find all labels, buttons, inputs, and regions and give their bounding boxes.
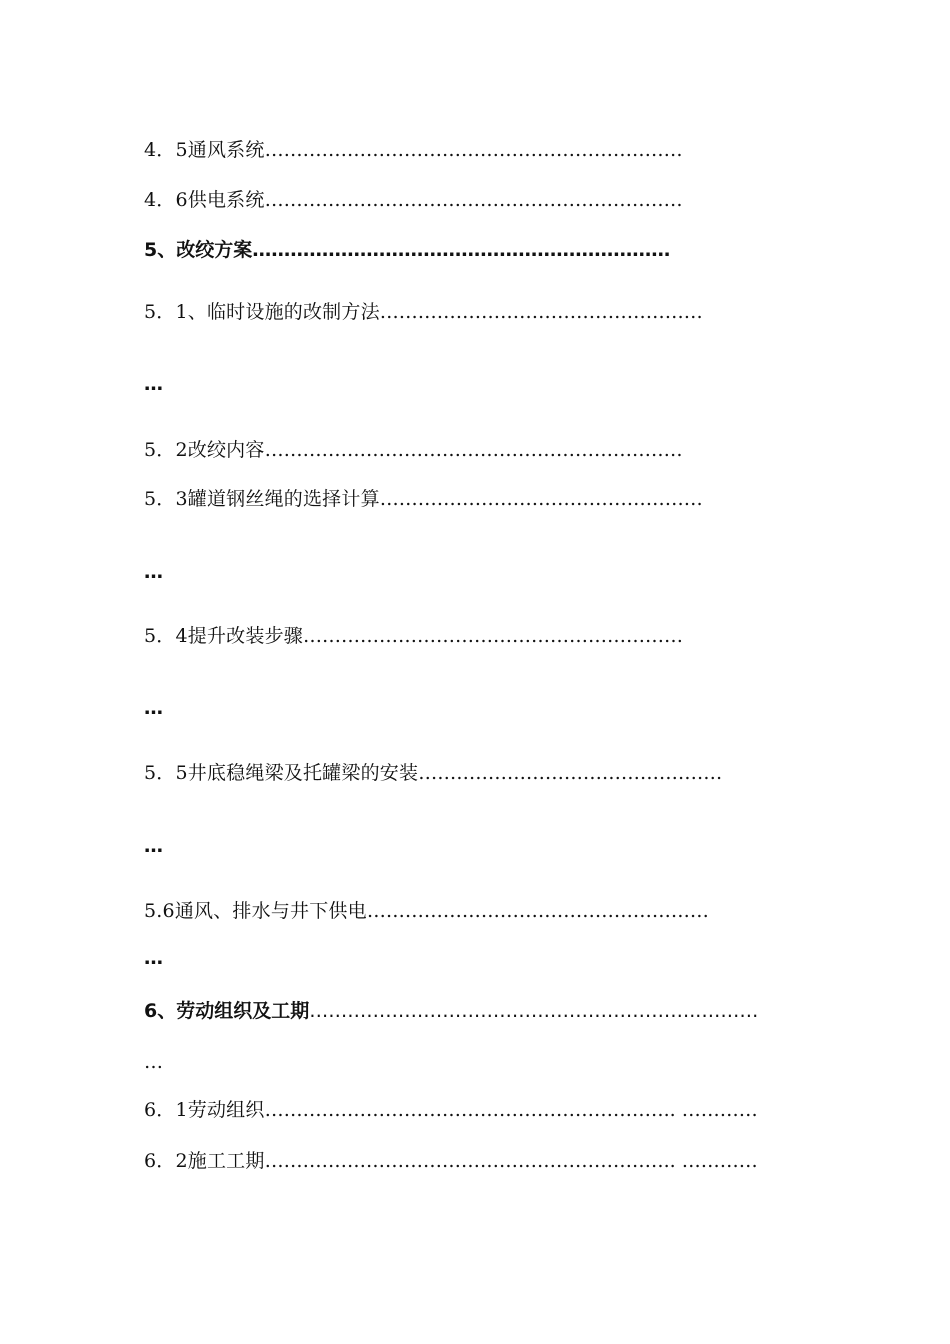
toc-entry-title: 5、改绞方案: [144, 239, 253, 261]
toc-entry-4-6: [144, 188, 683, 212]
toc-entry-title: 5．4提升改装步骤: [144, 625, 303, 647]
toc-leader-dots: …………………………………………………………: [264, 189, 683, 211]
toc-leader-dots: ………………………………………………: [366, 900, 709, 922]
toc-leader-dots: …………………………………………………………: [264, 439, 683, 461]
toc-continuation-dots: …: [144, 697, 163, 719]
toc-leader-dots: …………………………………………………………: [252, 239, 671, 261]
toc-leader-dots: ……………………………………………………: [302, 625, 683, 647]
toc-continuation-dots: …: [144, 1051, 164, 1073]
toc-entry-6: [144, 999, 758, 1023]
toc-entry-5-6: [144, 899, 709, 923]
toc-entry-title: 6．2施工工期: [144, 1150, 265, 1172]
toc-entry-title: 6．1劳动组织: [144, 1099, 265, 1121]
toc-entry-title: 5．5井底稳绳梁及托罐梁的安装: [144, 762, 419, 784]
toc-continuation-dots: …: [144, 947, 163, 969]
toc-leader-dots: ……………………………………………………….. …………: [264, 1099, 758, 1121]
toc-leader-dots: ……………………………………………: [379, 301, 703, 323]
toc-entry-6-1: [144, 1098, 758, 1122]
toc-entry-5-3: [144, 487, 703, 511]
toc-entry-5-4: [144, 624, 683, 648]
toc-entry-title: 5．3罐道钢丝绳的选择计算: [144, 488, 380, 510]
toc-entry-title: 5．1、临时设施的改制方法: [144, 301, 380, 323]
toc-leader-dots: ……………………………………………………….. …………: [264, 1150, 758, 1172]
toc-entry-6-2: [144, 1149, 758, 1173]
toc-entry-title: 6、劳动组织及工期: [144, 1000, 310, 1022]
toc-entry-5-2: [144, 438, 683, 462]
toc-leader-dots: …………………………………………: [418, 762, 723, 784]
toc-entry-title: 5．2改绞内容: [144, 439, 265, 461]
toc-entry-title: 4．6供电系统: [144, 189, 265, 211]
toc-continuation-dots: …: [144, 373, 163, 395]
toc-continuation-dots: …: [144, 835, 163, 857]
toc-entry-5: [144, 238, 670, 262]
toc-leader-dots: …………………………………………………………: [264, 139, 683, 161]
toc-entry-5-1: [144, 300, 703, 324]
toc-entry-title: 4．5通风系统: [144, 139, 265, 161]
toc-continuation-dots: …: [144, 561, 163, 583]
toc-leader-dots: ……………………………………………: [379, 488, 703, 510]
toc-entry-title: 5.6通风、排水与井下供电: [144, 900, 367, 922]
toc-entry-5-5: [144, 761, 722, 785]
toc-entry-4-5: [144, 138, 683, 162]
toc-leader-dots: ……………………………………………………..………: [309, 1000, 759, 1022]
